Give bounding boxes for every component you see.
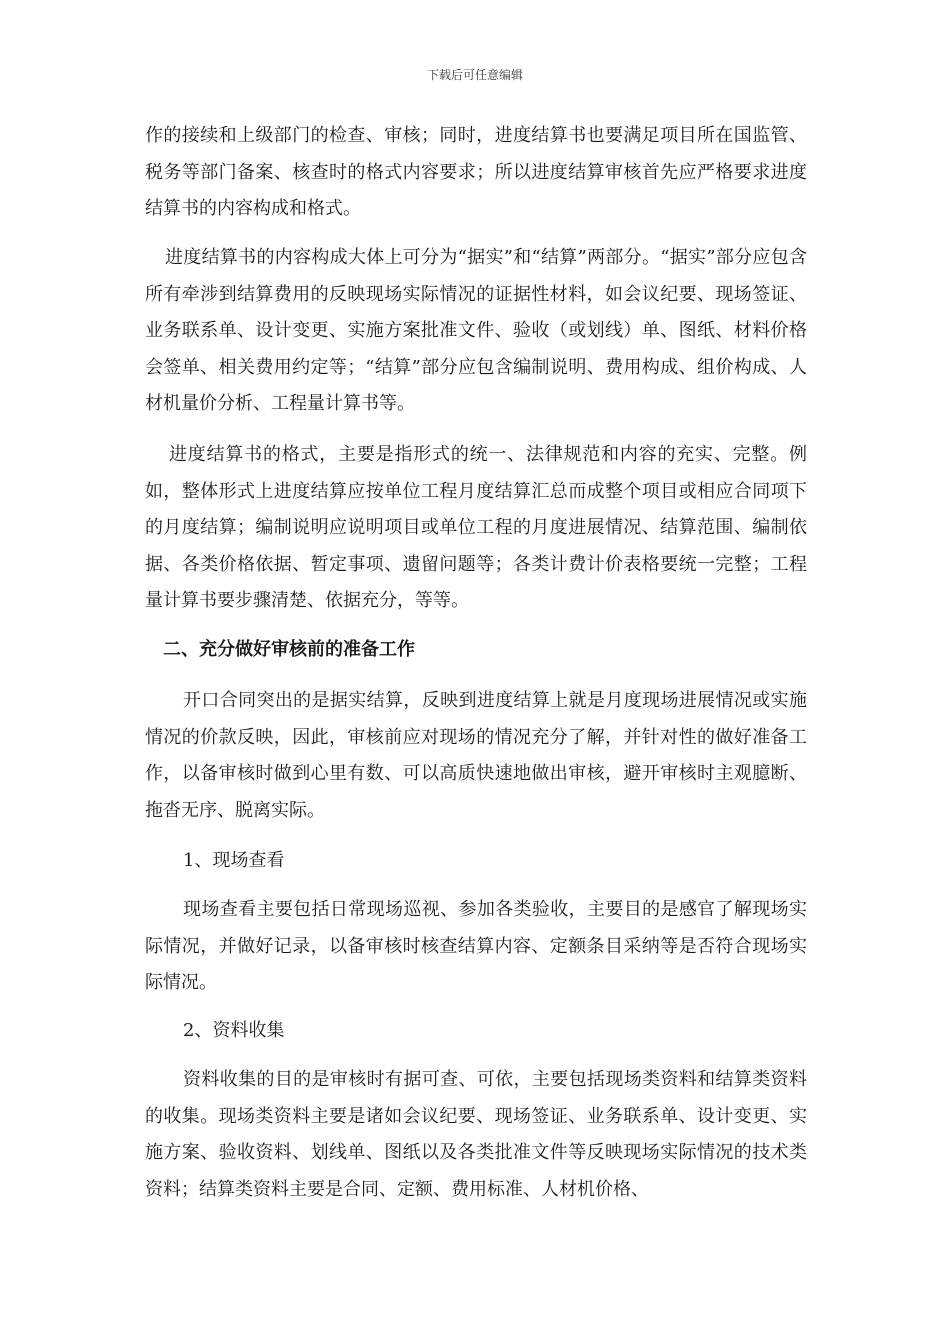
paragraph-site-inspection: 现场查看主要包括日常现场巡视、参加各类验收，主要目的是感官了解现场实际情况，并做好记录，以备审核时核查结算内容、定额条目采纳等是否符合现场实际情况。 xyxy=(145,899,807,993)
paragraph-content-composition: 进度结算书的内容构成大体上可分为“据实”和“结算”两部分。“据实”部分应包含所有牵涉到结算费用的反映现场实际情况的证据性材料，如会议纪要、现场签证、业务联系单、设计变更、实施方案批准文件、验收（或划线）单、图纸、材料价格会签单、相关费用约定等；“结算”部分应包含编制说明、费用构成、组价构成、人材机量价分析、工程量计算书等。 xyxy=(145,247,807,414)
subsection-site-inspection-title: 1、现场查看 xyxy=(183,850,285,871)
paragraph-preparation-intro: 开口合同突出的是据实结算，反映到进度结算上就是月度现场进展情况或实施情况的价款反映，因此，审核前应对现场的情况充分了解，并针对性的做好准备工作，以备审核时做到心里有数、可以高质快速地做出审核，避开审核时主观臆断、拖沓无序、脱离实际。 xyxy=(145,690,807,821)
section-heading: 二、充分做好审核前的准备工作 xyxy=(163,639,415,660)
page-header: 下载后可任意编辑 xyxy=(426,68,523,82)
subsection-data-collection-title: 2、资料收集 xyxy=(183,1020,285,1041)
paragraph-format: 进度结算书的格式，主要是指形式的统一、法律规范和内容的充实、完整。例如，整体形式上进度结算应按单位工程月度结算汇总而成整个项目或相应合同项下的月度结算；编制说明应说明项目或单位工程的月度进展情况、结算范围、编制依据、各类价格依据、暂定事项、遗留问题等；各类计费计价表格要统一完整；工程量计算书要步骤清楚、依据充分，等等。 xyxy=(145,444,807,611)
paragraph-data-collection: 资料收集的目的是审核时有据可查、可依，主要包括现场类资料和结算类资料的收集。现场类资料主要是诸如会议纪要、现场签证、业务联系单、设计变更、实施方案、验收资料、划线单、图纸以及各类批准文件等反映现场实际情况的技术类资料；结算类资料主要是合同、定额、费用标准、人材机价格、 xyxy=(145,1069,807,1200)
paragraph-continuation: 作的接续和上级部门的检查、审核；同时，进度结算书也要满足项目所在国监管、税务等部门备案、核查时的格式内容要求；所以进度结算审核首先应严格要求进度结算书的内容构成和格式。 xyxy=(145,125,807,219)
